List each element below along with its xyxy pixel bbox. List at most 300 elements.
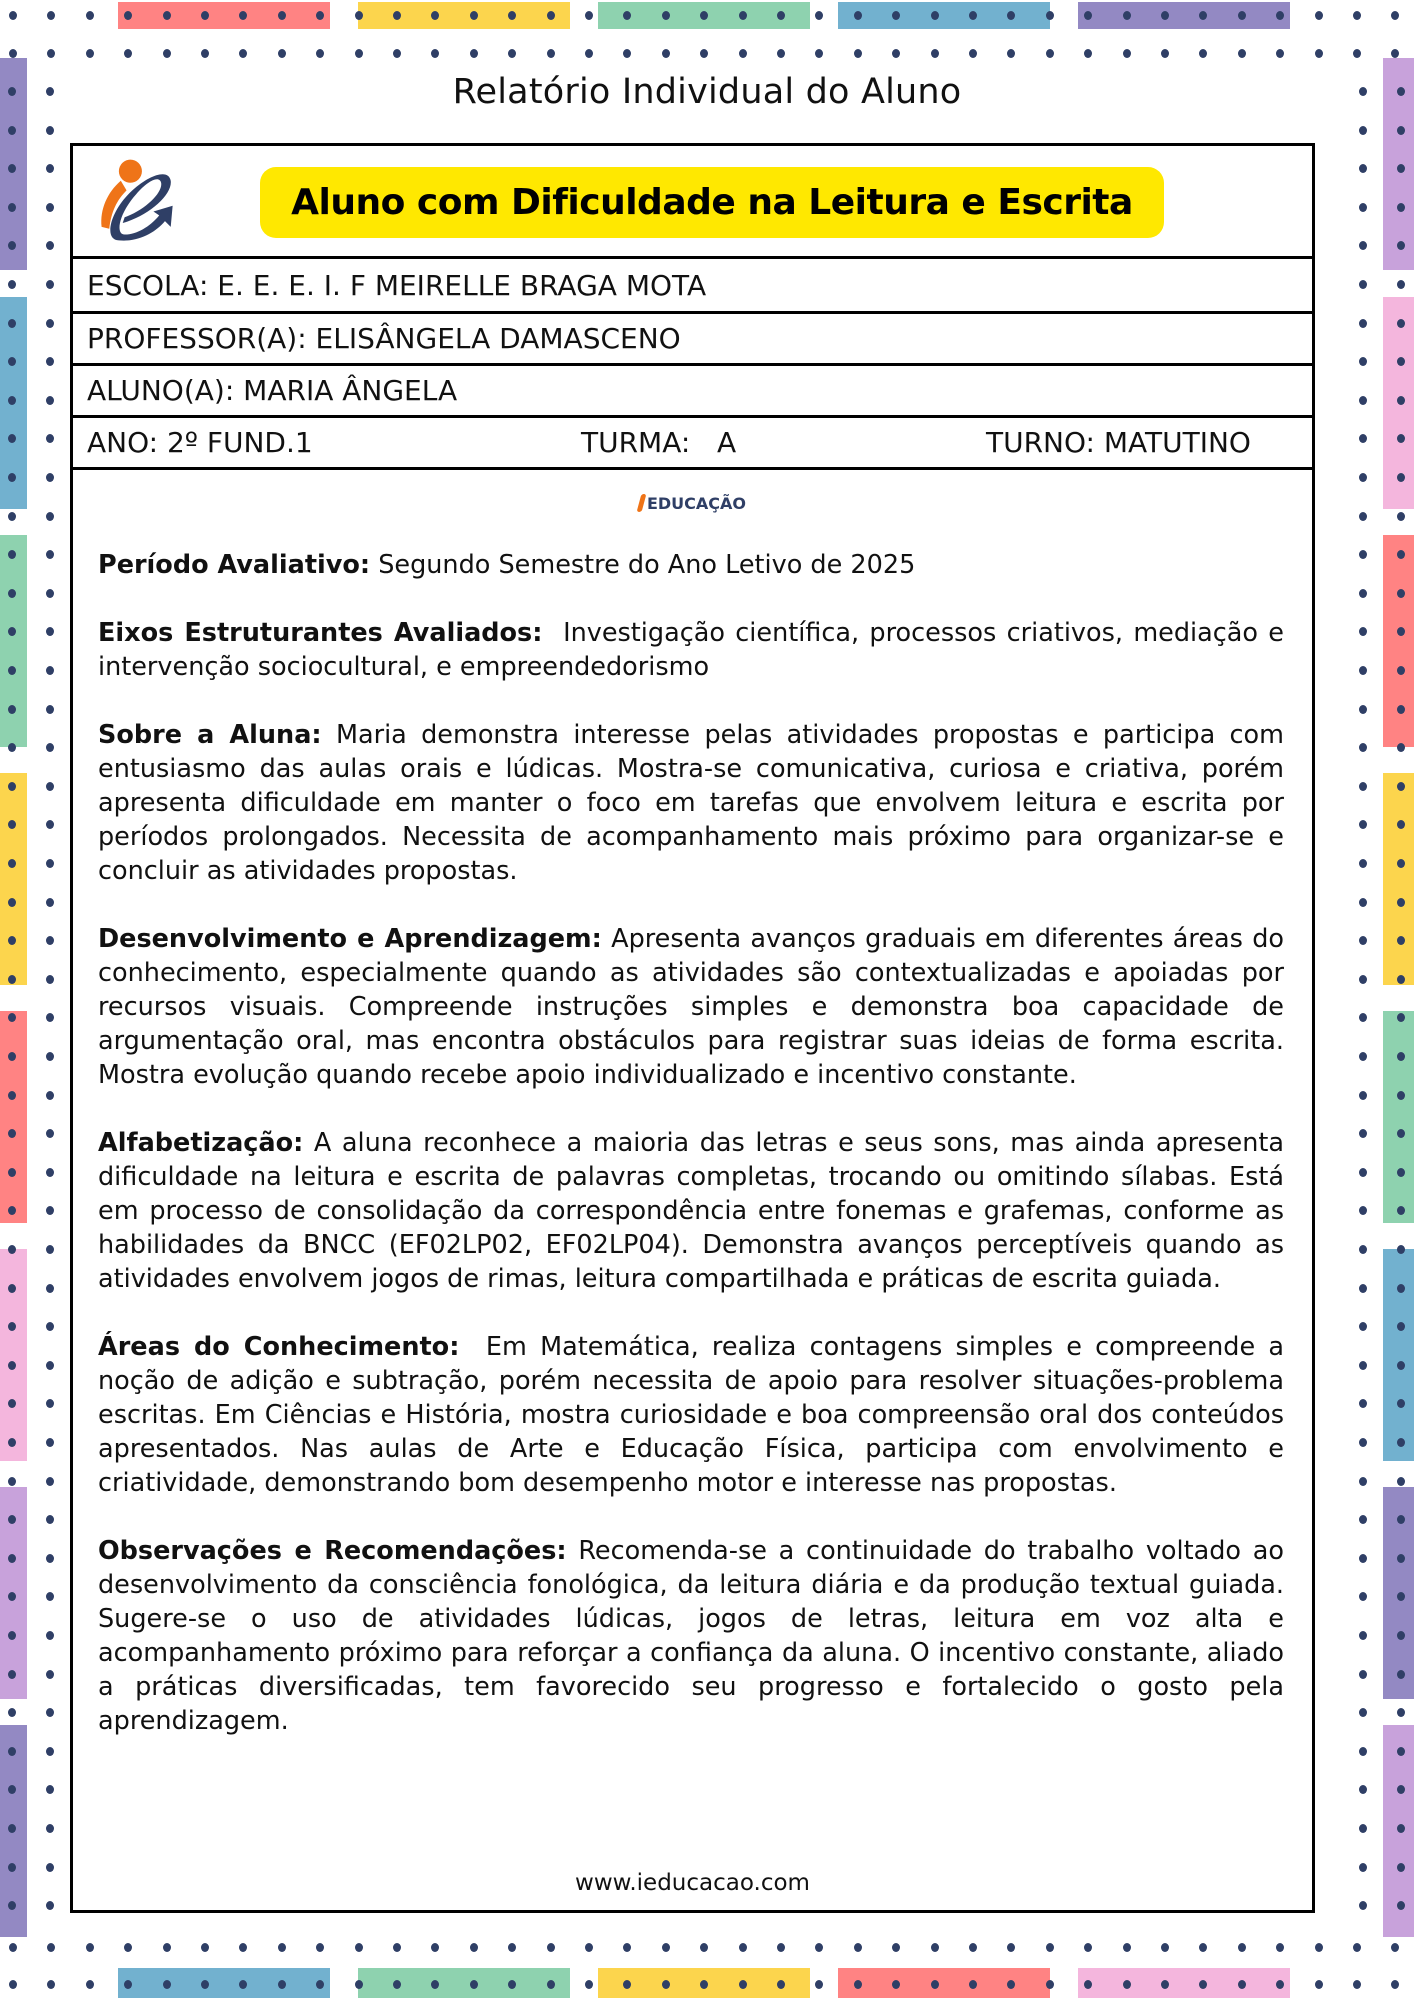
border-dot bbox=[777, 1980, 785, 1989]
border-dot bbox=[1359, 1361, 1367, 1370]
turma-value: TURMA: A bbox=[581, 426, 737, 459]
border-dot bbox=[508, 1943, 516, 1952]
border-dot bbox=[1359, 1592, 1367, 1601]
border-dot bbox=[1238, 1943, 1246, 1952]
border-dot bbox=[1359, 1824, 1367, 1833]
border-dot bbox=[201, 11, 209, 20]
border-dot bbox=[892, 49, 900, 58]
ano-value: ANO: 2º FUND.1 bbox=[87, 426, 313, 459]
border-dot bbox=[1397, 666, 1405, 675]
border-dot bbox=[9, 1943, 17, 1952]
border-color-strip bbox=[0, 535, 27, 747]
border-dot bbox=[1359, 241, 1367, 250]
brand-small-text: EDUCAÇÃO bbox=[646, 493, 747, 513]
section-eixos bbox=[98, 616, 1293, 684]
border-dot bbox=[1359, 1863, 1367, 1872]
section-text: Apresenta avanços graduais em diferentes áreas do conhecimento, especialmente quando as atividades são contextualizadas e apoiadas por recursos visuais. Compreende instruções simples e demonstra boa capacidade de argumentação oral, mas encontra obstáculos para registrar suas ideias de forma escrita. Mostra evolução quando recebe apoio individualizado e incentivo constante. bbox=[98, 924, 1285, 1090]
section-heading: Desenvolvimento e Aprendizagem: bbox=[98, 924, 602, 954]
border-dot bbox=[1359, 743, 1367, 752]
border-dot bbox=[1359, 782, 1367, 791]
border-dot bbox=[1359, 1515, 1367, 1524]
border-dot bbox=[46, 666, 54, 675]
border-dot bbox=[1397, 589, 1405, 598]
border-dot bbox=[86, 1943, 94, 1952]
border-dot bbox=[585, 1980, 593, 1989]
border-dot bbox=[1359, 1438, 1367, 1447]
border-dot bbox=[8, 898, 16, 907]
border-dot bbox=[547, 49, 555, 58]
border-dot bbox=[1397, 280, 1405, 289]
border-dot bbox=[355, 11, 363, 20]
border-dot bbox=[854, 49, 862, 58]
border-dot bbox=[1046, 1943, 1054, 1952]
border-dot bbox=[9, 1980, 17, 1989]
border-dot bbox=[1359, 666, 1367, 675]
border-dot bbox=[1161, 1943, 1169, 1952]
border-dot bbox=[1397, 126, 1405, 135]
border-dot bbox=[393, 49, 401, 58]
border-dot bbox=[662, 1943, 670, 1952]
border-dot bbox=[1359, 203, 1367, 212]
section-alfabetizacao bbox=[98, 1126, 1284, 1296]
border-dot bbox=[46, 1477, 54, 1486]
border-dot bbox=[470, 11, 478, 20]
border-dot bbox=[278, 1980, 286, 1989]
border-dot bbox=[1397, 1438, 1405, 1447]
border-dot bbox=[431, 1943, 439, 1952]
border-dot bbox=[46, 1554, 54, 1563]
border-dot bbox=[46, 1438, 54, 1447]
border-dot bbox=[1161, 49, 1169, 58]
border-dot bbox=[1359, 820, 1367, 829]
border-dot bbox=[8, 589, 16, 598]
border-color-strip bbox=[0, 773, 27, 985]
border-dot bbox=[46, 1785, 54, 1794]
border-dot bbox=[700, 1943, 708, 1952]
section-heading: Eixos Estruturantes Avaliados: bbox=[98, 618, 543, 648]
border-dot bbox=[46, 1168, 54, 1177]
border-dot bbox=[46, 627, 54, 636]
border-dot bbox=[1359, 1747, 1367, 1756]
border-dot bbox=[1199, 1943, 1207, 1952]
border-dot bbox=[1353, 1943, 1361, 1952]
border-dot bbox=[1397, 782, 1405, 791]
border-dot bbox=[8, 1477, 16, 1486]
border-dot bbox=[547, 11, 555, 20]
border-dot bbox=[1359, 975, 1367, 984]
border-dot bbox=[46, 396, 54, 405]
border-dot bbox=[8, 1361, 16, 1370]
border-dot bbox=[1359, 1708, 1367, 1717]
border-dot bbox=[1397, 859, 1405, 868]
border-dot bbox=[1359, 627, 1367, 636]
report-body bbox=[73, 548, 1312, 1738]
border-dot bbox=[815, 11, 823, 20]
border-dot bbox=[892, 1943, 900, 1952]
border-dot bbox=[46, 1863, 54, 1872]
border-dot bbox=[46, 241, 54, 250]
border-dot bbox=[8, 859, 16, 868]
border-color-strip bbox=[838, 1968, 1050, 1998]
border-dot bbox=[393, 1943, 401, 1952]
border-dot bbox=[1046, 11, 1054, 20]
border-dot bbox=[8, 1631, 16, 1640]
border-dot bbox=[163, 49, 171, 58]
border-dot bbox=[1084, 49, 1092, 58]
border-dot bbox=[1359, 1322, 1367, 1331]
border-dot bbox=[1359, 1013, 1367, 1022]
border-dot bbox=[8, 1245, 16, 1254]
border-dot bbox=[508, 49, 516, 58]
border-dot bbox=[1397, 1863, 1405, 1872]
border-dot bbox=[1397, 1670, 1405, 1679]
border-dot bbox=[46, 280, 54, 289]
section-text: Investigação científica, processos criativos, mediação e intervenção sociocultural, e empreendedorismo bbox=[98, 618, 1293, 682]
border-dot bbox=[1397, 1631, 1405, 1640]
border-dot bbox=[278, 11, 286, 20]
section-text: Maria demonstra interesse pelas atividades propostas e participa com entusiasmo das aulas orais e lúdicas. Mostra-se comunicativa, curiosa e criativa, porém apresenta dificuldade em manter o foco em tarefas que envolvem leitura e escrita por períodos prolongados. Necessita de acompanhamento mais próximo para organizar-se e concluir as atividades propostas. bbox=[98, 720, 1284, 886]
border-dot bbox=[777, 11, 785, 20]
border-dot bbox=[8, 1052, 16, 1061]
border-dot bbox=[1359, 126, 1367, 135]
border-dot bbox=[46, 1322, 54, 1331]
border-dot bbox=[931, 1943, 939, 1952]
border-dot bbox=[1123, 11, 1131, 20]
escola-value: ESCOLA: E. E. E. I. F MEIRELLE BRAGA MOTA bbox=[87, 268, 707, 302]
border-dot bbox=[1359, 512, 1367, 521]
section-periodo bbox=[98, 548, 1284, 582]
border-dot bbox=[8, 203, 16, 212]
border-dot bbox=[46, 1399, 54, 1408]
border-dot bbox=[46, 473, 54, 482]
border-dot bbox=[201, 1943, 209, 1952]
border-dot bbox=[8, 1554, 16, 1563]
border-dot bbox=[1397, 975, 1405, 984]
border-dot bbox=[1359, 473, 1367, 482]
border-dot bbox=[1359, 1670, 1367, 1679]
border-dot bbox=[470, 1980, 478, 1989]
border-dot bbox=[1315, 11, 1323, 20]
border-dot bbox=[46, 589, 54, 598]
report-frame bbox=[70, 143, 1315, 1913]
border-dot bbox=[1359, 1399, 1367, 1408]
border-color-strip bbox=[1383, 773, 1414, 985]
border-dot bbox=[739, 1980, 747, 1989]
border-dot bbox=[739, 1943, 747, 1952]
border-dot bbox=[1359, 1052, 1367, 1061]
border-dot bbox=[1276, 1943, 1284, 1952]
border-dot bbox=[8, 1284, 16, 1293]
border-color-strip bbox=[118, 2, 330, 29]
border-dot bbox=[8, 512, 16, 521]
section-heading: Alfabetização: bbox=[98, 1128, 304, 1158]
border-dot bbox=[1391, 11, 1399, 20]
border-dot bbox=[547, 1980, 555, 1989]
border-dot bbox=[1397, 396, 1405, 405]
border-dot bbox=[1397, 1708, 1405, 1717]
border-dot bbox=[46, 1052, 54, 1061]
border-dot bbox=[124, 1943, 132, 1952]
border-dot bbox=[662, 11, 670, 20]
border-dot bbox=[969, 1980, 977, 1989]
border-dot bbox=[46, 1708, 54, 1717]
border-dot bbox=[470, 49, 478, 58]
border-dot bbox=[1353, 11, 1361, 20]
border-dot bbox=[1397, 1554, 1405, 1563]
border-dot bbox=[1397, 319, 1405, 328]
border-dot bbox=[1397, 1477, 1405, 1486]
border-dot bbox=[47, 1980, 55, 1989]
border-color-strip bbox=[1383, 535, 1414, 747]
border-dot bbox=[8, 473, 16, 482]
turno-value: TURNO: MATUTINO bbox=[986, 426, 1251, 459]
section-areas-conhecimento bbox=[98, 1330, 1293, 1500]
border-dot bbox=[1397, 1168, 1405, 1177]
border-dot bbox=[1315, 1943, 1323, 1952]
border-dot bbox=[46, 782, 54, 791]
border-dot bbox=[739, 49, 747, 58]
border-dot bbox=[1359, 1129, 1367, 1138]
border-dot bbox=[1359, 164, 1367, 173]
border-dot bbox=[931, 49, 939, 58]
border-dot bbox=[355, 1943, 363, 1952]
border-color-strip bbox=[1078, 2, 1290, 29]
border-dot bbox=[1359, 434, 1367, 443]
border-color-strip bbox=[358, 1968, 570, 1998]
border-dot bbox=[46, 512, 54, 521]
border-dot bbox=[46, 1901, 54, 1910]
border-dot bbox=[46, 1515, 54, 1524]
border-dot bbox=[1397, 743, 1405, 752]
border-dot bbox=[585, 11, 593, 20]
border-dot bbox=[1353, 1980, 1361, 1989]
border-dot bbox=[163, 11, 171, 20]
border-dot bbox=[1397, 898, 1405, 907]
border-dot bbox=[1359, 280, 1367, 289]
border-dot bbox=[8, 1438, 16, 1447]
border-dot bbox=[8, 705, 16, 714]
border-dot bbox=[1359, 1554, 1367, 1563]
border-dot bbox=[201, 49, 209, 58]
border-dot bbox=[86, 1980, 94, 1989]
section-heading: Período Avaliativo: bbox=[98, 550, 371, 580]
border-dot bbox=[8, 1863, 16, 1872]
border-dot bbox=[316, 1943, 324, 1952]
border-dot bbox=[46, 1824, 54, 1833]
section-text: Segundo Semestre do Ano Letivo de 2025 bbox=[370, 550, 916, 580]
border-dot bbox=[1123, 1943, 1131, 1952]
border-dot bbox=[1359, 936, 1367, 945]
border-dot bbox=[815, 1980, 823, 1989]
border-dot bbox=[8, 782, 16, 791]
border-dot bbox=[46, 705, 54, 714]
border-dot bbox=[815, 1943, 823, 1952]
border-dot bbox=[431, 49, 439, 58]
border-dot bbox=[278, 1943, 286, 1952]
border-dot bbox=[1238, 11, 1246, 20]
border-dot bbox=[777, 49, 785, 58]
border-dot bbox=[8, 319, 16, 328]
border-dot bbox=[1391, 1943, 1399, 1952]
border-dot bbox=[201, 1980, 209, 1989]
border-dot bbox=[931, 1980, 939, 1989]
border-dot bbox=[1007, 49, 1015, 58]
border-dot bbox=[1123, 1980, 1131, 1989]
border-dot bbox=[854, 1980, 862, 1989]
border-dot bbox=[1359, 589, 1367, 598]
border-dot bbox=[854, 11, 862, 20]
border-dot bbox=[623, 49, 631, 58]
border-dot bbox=[1391, 49, 1399, 58]
border-dot bbox=[1359, 1785, 1367, 1794]
border-dot bbox=[355, 49, 363, 58]
report-header bbox=[73, 146, 1312, 259]
border-color-strip bbox=[838, 2, 1050, 29]
border-dot bbox=[1238, 1980, 1246, 1989]
border-dot bbox=[46, 203, 54, 212]
border-dot bbox=[1359, 1477, 1367, 1486]
border-dot bbox=[8, 1708, 16, 1717]
border-dot bbox=[46, 164, 54, 173]
border-dot bbox=[1359, 1206, 1367, 1215]
border-dot bbox=[623, 1943, 631, 1952]
footer-url: www.ieducacao.com bbox=[575, 1870, 810, 1896]
border-dot bbox=[1359, 1901, 1367, 1910]
border-dot bbox=[393, 1980, 401, 1989]
border-dot bbox=[1199, 49, 1207, 58]
border-dot bbox=[355, 1980, 363, 1989]
border-dot bbox=[124, 49, 132, 58]
border-dot bbox=[46, 126, 54, 135]
border-dot bbox=[1359, 1168, 1367, 1177]
border-dot bbox=[547, 1943, 555, 1952]
border-color-strip bbox=[1383, 1249, 1414, 1461]
section-heading: Observações e Recomendações: bbox=[98, 1536, 567, 1566]
border-dot bbox=[8, 1747, 16, 1756]
border-dot bbox=[1046, 1980, 1054, 1989]
border-dot bbox=[585, 49, 593, 58]
info-row-professor bbox=[73, 314, 1312, 366]
border-dot bbox=[662, 1980, 670, 1989]
border-dot bbox=[1397, 1052, 1405, 1061]
border-dot bbox=[47, 11, 55, 20]
border-dot bbox=[47, 1943, 55, 1952]
border-dot bbox=[1359, 550, 1367, 559]
brand-small-logo bbox=[73, 488, 1312, 518]
border-dot bbox=[1359, 396, 1367, 405]
border-dot bbox=[47, 49, 55, 58]
border-dot bbox=[8, 1168, 16, 1177]
info-row-escola bbox=[73, 259, 1312, 314]
border-dot bbox=[815, 49, 823, 58]
border-dot bbox=[278, 49, 286, 58]
border-dot bbox=[470, 1943, 478, 1952]
border-dot bbox=[393, 11, 401, 20]
border-dot bbox=[8, 280, 16, 289]
border-dot bbox=[1161, 1980, 1169, 1989]
border-dot bbox=[854, 1943, 862, 1952]
border-dot bbox=[777, 1943, 785, 1952]
border-dot bbox=[46, 820, 54, 829]
border-dot bbox=[662, 49, 670, 58]
border-dot bbox=[46, 1013, 54, 1022]
border-dot bbox=[163, 1943, 171, 1952]
border-dot bbox=[585, 1943, 593, 1952]
border-dot bbox=[46, 434, 54, 443]
border-dot bbox=[1397, 203, 1405, 212]
border-dot bbox=[8, 975, 16, 984]
border-dot bbox=[46, 743, 54, 752]
info-row-aluno bbox=[73, 366, 1312, 418]
border-dot bbox=[739, 11, 747, 20]
border-dot bbox=[1238, 49, 1246, 58]
border-dot bbox=[8, 396, 16, 405]
border-dot bbox=[316, 49, 324, 58]
page-title: Relatório Individual do Aluno bbox=[452, 72, 962, 112]
ieducacao-logo-icon bbox=[91, 152, 189, 248]
border-dot bbox=[1161, 11, 1169, 20]
border-dot bbox=[46, 1670, 54, 1679]
border-dot bbox=[1276, 49, 1284, 58]
border-dot bbox=[46, 1361, 54, 1370]
border-dot bbox=[46, 550, 54, 559]
brand-i-icon bbox=[637, 494, 647, 512]
section-observacoes bbox=[98, 1534, 1284, 1738]
border-dot bbox=[8, 666, 16, 675]
border-dot bbox=[163, 1980, 171, 1989]
section-heading: Sobre a Aluna: bbox=[98, 720, 322, 750]
border-dot bbox=[1397, 705, 1405, 714]
border-dot bbox=[1353, 49, 1361, 58]
border-dot bbox=[931, 11, 939, 20]
border-dot bbox=[86, 49, 94, 58]
border-dot bbox=[46, 1091, 54, 1100]
border-color-strip bbox=[0, 1011, 27, 1223]
border-dot bbox=[46, 1284, 54, 1293]
border-dot bbox=[1397, 1284, 1405, 1293]
border-dot bbox=[46, 1206, 54, 1215]
border-dot bbox=[1397, 1824, 1405, 1833]
border-dot bbox=[1359, 1245, 1367, 1254]
border-dot bbox=[8, 1670, 16, 1679]
border-dot bbox=[1123, 49, 1131, 58]
border-dot bbox=[1359, 705, 1367, 714]
border-dot bbox=[1397, 1245, 1405, 1254]
border-dot bbox=[46, 936, 54, 945]
border-dot bbox=[46, 898, 54, 907]
section-text: A aluna reconhece a maioria das letras e seus sons, mas ainda apresenta dificuldade na leitura e escrita de palavras completas, trocando ou omitindo sílabas. Está em processo de consolidação da correspondência entre fonemas e grafemas, conforme as habilidades da BNCC (EF02LP02, EF02LP04). Demonstra avanços perceptíveis quando as atividades envolvem jogos de rimas, leitura compartilhada e práticas de escrita guiada. bbox=[98, 1128, 1284, 1294]
info-row-ano-turma-turno bbox=[73, 418, 1312, 470]
border-dot bbox=[8, 743, 16, 752]
border-dot bbox=[1046, 49, 1054, 58]
border-dot bbox=[8, 1091, 16, 1100]
border-dot bbox=[8, 1824, 16, 1833]
border-dot bbox=[46, 1245, 54, 1254]
border-dot bbox=[1007, 1943, 1015, 1952]
border-dot bbox=[1315, 1980, 1323, 1989]
border-dot bbox=[1359, 1091, 1367, 1100]
border-dot bbox=[46, 1747, 54, 1756]
border-dot bbox=[969, 1943, 977, 1952]
report-banner: Aluno com Dificuldade na Leitura e Escrita bbox=[260, 167, 1164, 238]
border-dot bbox=[1359, 357, 1367, 366]
border-dot bbox=[1359, 898, 1367, 907]
border-dot bbox=[969, 11, 977, 20]
border-dot bbox=[1359, 859, 1367, 868]
aluno-value: ALUNO(A): MARIA ÂNGELA bbox=[87, 374, 458, 407]
border-dot bbox=[969, 49, 977, 58]
border-dot bbox=[46, 1592, 54, 1601]
